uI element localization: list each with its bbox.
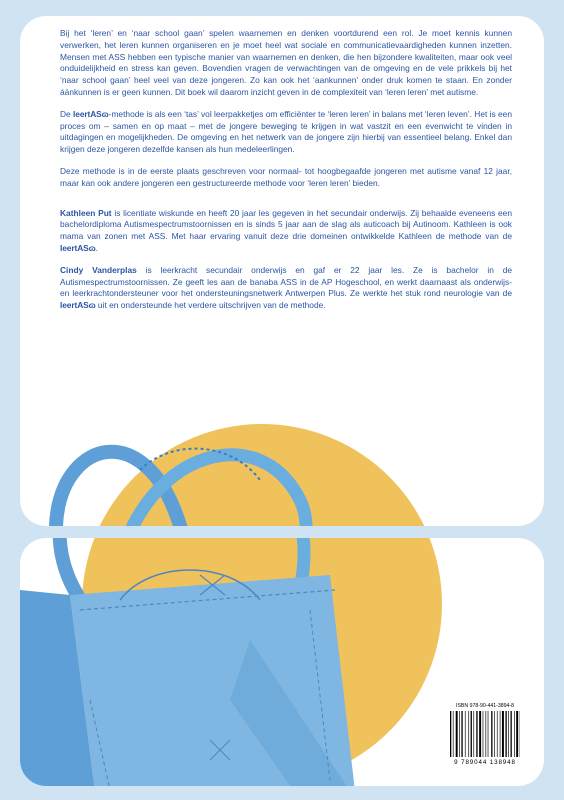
author-1-name: Kathleen Put xyxy=(60,207,112,218)
barcode-bar xyxy=(468,711,469,757)
barcode-bar xyxy=(471,711,472,757)
barcode-digits: 9 789044 138948 xyxy=(454,759,516,766)
barcode-bar xyxy=(491,711,492,757)
barcode-bar xyxy=(488,711,489,757)
brand-name: leertASɷ xyxy=(73,108,109,119)
barcode-bar xyxy=(461,711,462,757)
intro-paragraph: Bij het ‘leren’ en ‘naar school gaan’ spelen waarnemen en denken voortdurend een rol. Je moet kennis kunnen verwerken, het leren kunnen organiseren en je moet heel wat sociale en communicatievaardigheden kunnen inzetten. Mensen met ASS hebben een typische manier van waarnemen en denken, die hen bijzondere kwaliteiten, maar ook veel onduidelijkheid en stress kan geven. Bovendien vragen de verwachtingen van de omgeving en de vele prikkels bij het ‘naar school gaan’ heel veel van deze jongeren. Zo kan ook het ‘aankunnen’ onder druk komen te staan. En zonder áánkunnen is er geen kunnen. Dit boek wil daarom inzicht geven in de complexiteit van ‘leren leren’ met autisme. xyxy=(60,28,512,97)
barcode-icon xyxy=(450,711,520,757)
barcode-bar xyxy=(502,711,504,757)
barcode-bar xyxy=(476,711,477,757)
author-2-name: Cindy Vanderplas xyxy=(60,264,137,275)
isbn-label: ISBN 978-90-441-3894-8 xyxy=(456,703,514,709)
method-text: -methode is als een ‘tas’ vol leerpakketjes om efficiënter te ‘leren leren’ in balans met ‘leren leven’. Het is een proces om – samen en op maat – met de jongere beweging te krijgen in wat vastzit en een evenwicht te vinden in uitdagingen en mogelijkheden. De omgeving en het netwerk van de jongere zijn hierbij van essentieel belang. Enkel dan krijgen deze jongeren dezelfde kansen als hun medeleerlingen. xyxy=(60,108,512,155)
barcode-bar xyxy=(473,711,474,757)
barcode-bar xyxy=(497,711,498,757)
barcode-bar xyxy=(453,711,454,757)
barcode-box xyxy=(444,700,526,774)
back-cover-text xyxy=(60,28,512,322)
author-1-text: is licentiate wiskunde en heeft 20 jaar les gegeven in het secundair onderwijs. Zij behaalde eveneens een bachelordiploma Autismespectrumstoornissen en is sinds 5 jaar aan de slag als auticoach bij Autinoom. Kathleen is ook mama van zonen met ASS. Met haar ervaring vanuit deze drie domeinen ontwikkelde Kathleen de methode van de xyxy=(60,207,513,242)
method-paragraph xyxy=(60,109,512,156)
barcode-bar xyxy=(456,711,458,757)
barcode-bar xyxy=(508,711,509,757)
barcode-bar xyxy=(505,711,506,757)
audience-paragraph: Deze methode is in de eerste plaats geschreven voor normaal- tot hoogbegaafde jongeren met autisme vanaf 12 jaar, maar kan ook andere jongeren een gestructureerde methode voor ‘leren leren’ bieden. xyxy=(60,165,512,188)
barcode-bar xyxy=(486,711,487,757)
barcode-bar xyxy=(483,711,484,757)
author-2-bio xyxy=(60,265,512,312)
author-1-bio xyxy=(60,208,512,255)
author-2-text: is leerkracht secundair onderwijs en gaf er 22 jaar les. Ze is bachelor in de Autismespectrumstoornissen. Ze geeft les aan de banaba ASS in de AP Hogeschool, en werkt daarnaast als onderwijs- en leerkrachtondersteuner voor het ondersteuningsnetwerk Antwerpen Plus. Ze werkte het stuk rond neurologie van de xyxy=(60,264,513,299)
barcode-bar xyxy=(511,711,512,757)
barcode-bar xyxy=(516,711,518,757)
brand-name: leertASɷ xyxy=(60,242,96,253)
method-prefix: De xyxy=(60,108,74,119)
barcode-bar xyxy=(465,711,466,757)
barcode-bar xyxy=(459,711,460,757)
barcode-bar xyxy=(500,711,501,757)
author-1-end: . xyxy=(95,242,98,253)
barcode-bar xyxy=(494,711,495,757)
author-2-end: uit en ondersteunde het verdere uitschrijven van de methode. xyxy=(95,300,326,311)
barcode-bar xyxy=(450,711,451,757)
brand-name: leertASɷ xyxy=(60,300,96,311)
barcode-bar xyxy=(479,711,481,757)
barcode-bar xyxy=(514,711,515,757)
